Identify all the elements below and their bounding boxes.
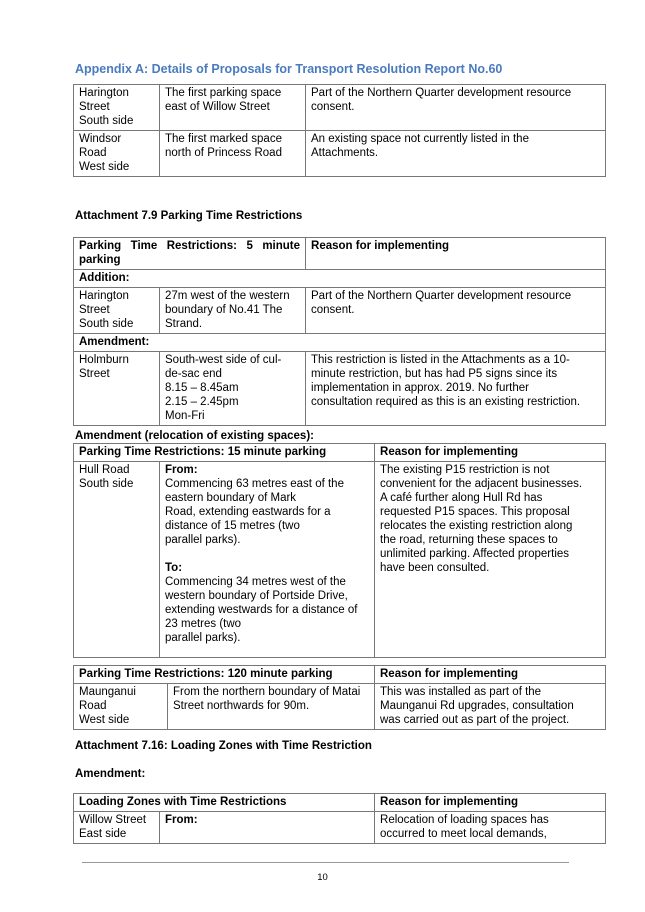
reason-cell: Relocation of loading spaces has occurred to meet local demands, [375,812,606,844]
detail-cell [160,462,375,658]
location-cell: Windsor Road West side [74,131,160,177]
loading-zones-table [73,793,606,844]
header-right: Reason for implementing [375,666,606,684]
page-number: 10 [317,872,328,883]
detail-cell: 27m west of the western boundary of No.41 The Strand. [160,288,306,334]
relocation-heading: Amendment (relocation of existing spaces): [75,430,314,442]
appendix-title: Appendix A: Details of Proposals for Transport Resolution Report No.60 [75,62,503,76]
attachment-7-9-heading: Attachment 7.9 Parking Time Restrictions [75,210,303,222]
location-cell: Harington Street South side [74,85,160,131]
header-right: Reason for implementing [375,444,606,462]
table-row [74,462,606,658]
table-row [74,812,606,844]
location-cell: Hull Road South side [74,462,160,658]
reason-cell: Part of the Northern Quarter development resource consent. [306,85,606,131]
fifteen-minute-parking-table [73,443,606,658]
table-header-row [74,794,606,812]
addition-row [74,270,606,288]
from-text: Commencing 63 metres east of the eastern boundary of Mark Road, extending eastwards for a distance of 15 metres (two parallel parks). [165,478,344,546]
to-text: Commencing 34 metres west of the western boundary of Portside Drive, extending westwards for a distance of 23 metres (two parallel parks). [165,576,358,644]
header-right: Reason for implementing [306,238,606,270]
table-header-row [74,666,606,684]
header-right: Reason for implementing [375,794,606,812]
table-row [74,684,606,730]
header-left: Parking Time Restrictions: 15 minute parking [74,444,375,462]
detail-cell: South-west side of cul- de-sac end 8.15 – 8.45am 2.15 – 2.45pm Mon-Fri [160,352,306,426]
location-cell: Willow Street East side [74,812,160,844]
table-header-row [74,444,606,462]
attachment-7-16-amendment: Amendment: [75,768,146,780]
header-left: Loading Zones with Time Restrictions [74,794,375,812]
table-row [74,352,606,426]
reason-cell: This restriction is listed in the Attachments as a 10- minute restriction, but has had P5 signs since its implementation in approx. 2019. No further consultation required as this is an existing restriction. [306,352,606,426]
from-label: From: [165,464,198,476]
amendment-row [74,334,606,352]
from-label: From: [160,812,375,844]
table-row [74,288,606,334]
detail-cell: The first marked space north of Princess Road [160,131,306,177]
reason-cell: This was installed as part of the Maunganui Rd upgrades, consultation was carried out as part of the project. [375,684,606,730]
location-cell: Maunganui Road West side [74,684,168,730]
footer-divider [82,862,569,863]
appendix-table [73,84,606,177]
detail-cell: The first parking space east of Willow Street [160,85,306,131]
location-cell: Harington Street South side [74,288,160,334]
five-minute-parking-table [73,237,606,426]
reason-cell: Part of the Northern Quarter development resource consent. [306,288,606,334]
to-label: To: [165,562,183,574]
header-left: Parking Time Restrictions: 120 minute parking [74,666,375,684]
amendment-label: Amendment: [74,334,606,352]
detail-cell: From the northern boundary of Matai Street northwards for 90m. [168,684,375,730]
attachment-7-16-heading: Attachment 7.16: Loading Zones with Time Restriction [75,740,372,752]
header-left: Parking Time Restrictions: 5 minute parking [74,238,306,270]
location-cell: Holmburn Street [74,352,160,426]
120-minute-parking-table [73,665,606,730]
addition-label: Addition: [74,270,606,288]
table-row [74,85,606,131]
table-row [74,131,606,177]
reason-cell: The existing P15 restriction is not convenient for the adjacent businesses. A café further along Hull Rd has requested P15 spaces. This proposal relocates the existing restriction along the road, returning these spaces to unlimited parking. Affected properties have been consulted. [375,462,606,658]
reason-cell: An existing space not currently listed in the Attachments. [306,131,606,177]
table-header-row [74,238,606,270]
